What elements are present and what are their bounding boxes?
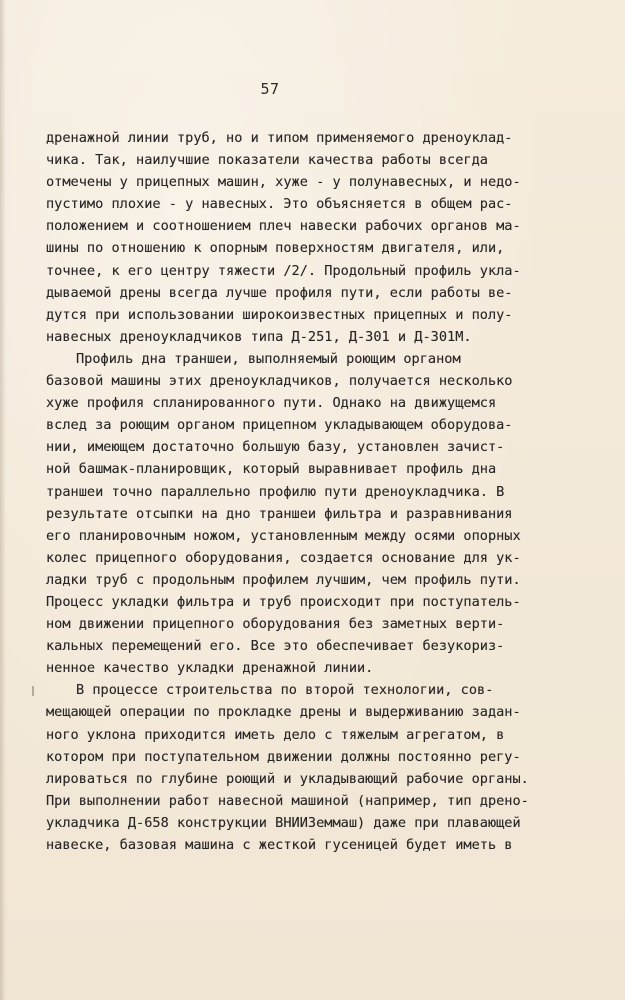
text-line: котором при поступательном движении должны постоянно регу-	[46, 748, 521, 765]
text-line: При выполнении работ навесной машиной (например, тип дрено-	[46, 792, 529, 809]
text-line: базовой машины этих дреноукладчиков, получается несколько	[46, 373, 513, 390]
text-line: укладчика Д-658 конструкции ВНИИЗеммаш) даже при плавающей	[46, 814, 521, 831]
text-line: навесных дреноукладчиков типа Д-251, Д-301 и Д-301М.	[46, 328, 472, 345]
text-line: ном движении прицепного оборудования без заметных верти-	[46, 616, 505, 633]
text-line: вслед за роющим органом прицепном укладывающем оборудова-	[46, 417, 513, 434]
text-line: чика. Так, наилучшие показатели качества работы всегда	[46, 152, 488, 169]
body-text	[46, 127, 606, 856]
text-line: траншеи точно параллельно профилю пути дреноукладчика. В	[46, 483, 505, 500]
text-line: Процесс укладки фильтра и труб происходит при поступатель-	[46, 593, 521, 610]
paragraph-start-line: Профиль дна траншеи, выполняемый роющим органом	[76, 350, 461, 367]
text-line: лироваться по глубине роющий и укладывающий рабочие органы.	[46, 770, 529, 787]
text-line: положением и соотношением плеч навески рабочих органов ма-	[46, 218, 521, 235]
page-edge-shadow	[0, 0, 6, 1000]
text-line: точнее, к его центру тяжести /2/. Продольный профиль укла-	[46, 262, 521, 279]
text-line: ного уклона приходится иметь дело с тяжелым агрегатом, в	[46, 726, 505, 743]
page-number: 57	[260, 80, 280, 98]
text-line: кальных перемещений его. Все это обеспечивает безукориз-	[46, 638, 505, 655]
text-line: нии, имеющем достаточно большую базу, установлен зачист-	[46, 439, 505, 456]
text-line: хуже профиля спланированного пути. Однако на движущемся	[46, 395, 497, 412]
text-line: результате отсыпки на дно траншеи фильтра и разравнивания	[46, 505, 513, 522]
text-line: ной башмак-планировщик, который выравнивает профиль дна	[46, 461, 497, 478]
text-line: навеске, базовая машина с жесткой гусеницей будет иметь в	[46, 837, 513, 853]
paragraph-start-line: В процессе строительства по второй технологии, сов-	[76, 682, 494, 699]
text-line: отмечены у прицепных машин, хуже - у полунавесных, и недо-	[46, 174, 521, 191]
text-line: дренажной линии труб, но и типом применяемого дреноуклад-	[46, 130, 513, 146]
text-line: ненное качество укладки дренажной линии.	[46, 660, 374, 677]
text-line: колес прицепного оборудования, создается основание для ук-	[46, 549, 521, 566]
text-line: дываемой дрены всегда лучше профиля пути, если работы ве-	[46, 284, 513, 301]
text-line: мещающей операции по прокладке дрены и выдерживанию задан-	[46, 704, 521, 721]
text-line: пустимо плохие - у навесных. Это объясняется в общем рас-	[46, 196, 513, 213]
text-line: ладки труб с продольным профилем лучшим, чем профиль пути.	[46, 571, 521, 588]
text-line: шины по отношению к опорным поверхностям двигателя, или,	[46, 240, 505, 257]
text-line: дутся при использовании широкоизвестных прицепных и полу-	[46, 306, 513, 323]
margin-mark	[32, 686, 40, 696]
text-line: его планировочным ножом, установленным между осями опорных	[46, 527, 521, 544]
